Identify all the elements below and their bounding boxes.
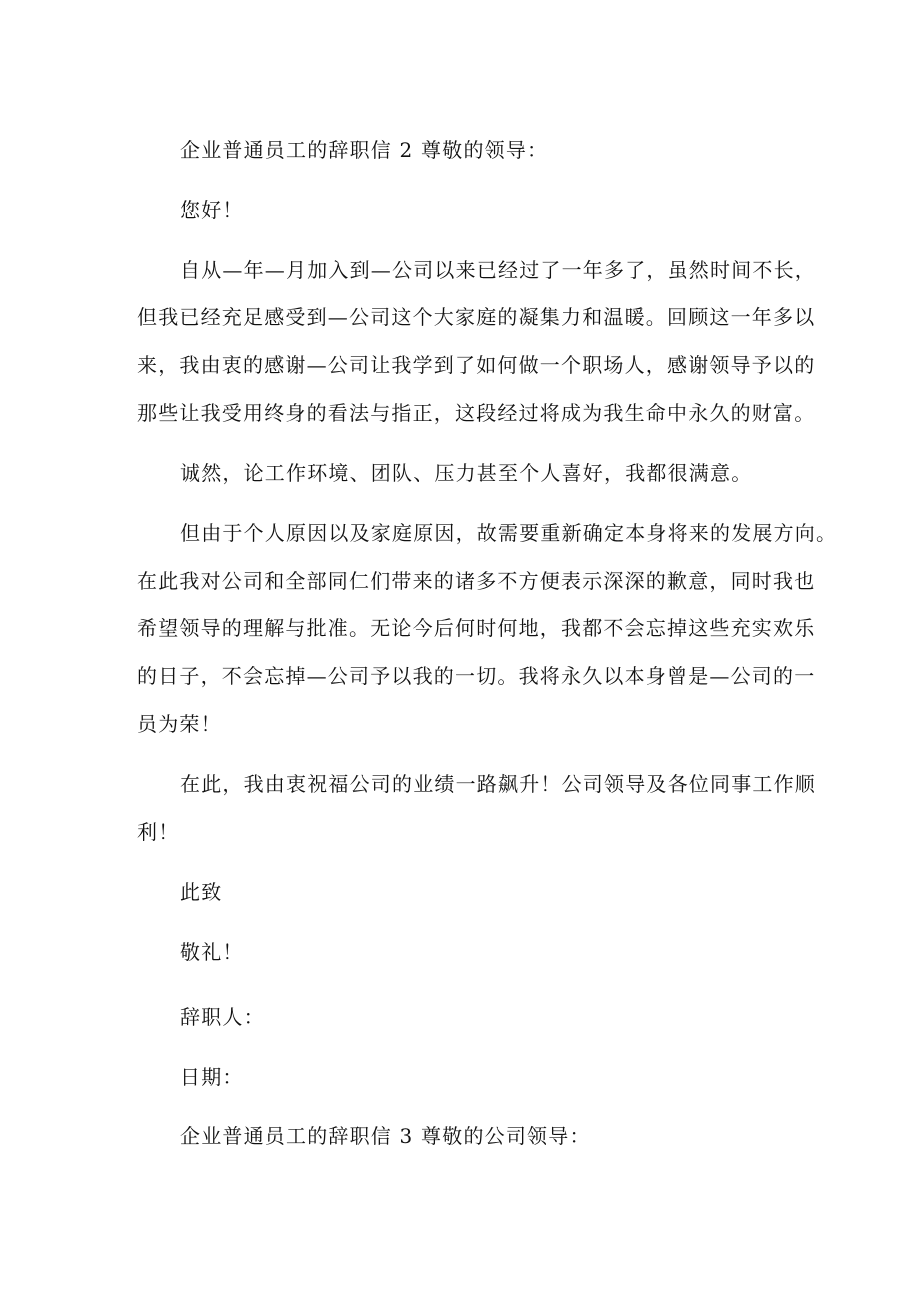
date-label: 日期： [180,1065,244,1089]
paragraph-2-line-1: 诚然，论工作环境、团队、压力甚至个人喜好，我都很满意。 [180,461,753,485]
paragraph-3-line-1: 但由于个人原因以及家庭原因，故需要重新确定本身将来的发展方向。 [180,521,838,545]
greeting: 您好！ [180,198,244,222]
letter-3-title: 企业普通员工的辞职信 3 尊敬的公司领导： [180,1124,591,1148]
paragraph-3-line-3: 希望领导的理解与批准。无论今后何时何地，我都不会忘掉这些充实欢乐 [137,616,816,640]
paragraph-4-line-1: 在此，我由衷祝福公司的业绩一路飙升！公司领导及各位同事工作顺 [180,772,816,796]
closing-line-2: 敬礼！ [180,940,244,964]
letter-2-title: 企业普通员工的辞职信 2 尊敬的领导： [180,138,549,162]
paragraph-1-line-2: 但我已经充足感受到—公司这个大家庭的凝集力和温暖。回顾这一年多以 [137,305,816,329]
paragraph-1-line-4: 那些让我受用终身的看法与指正，这段经过将成为我生命中永久的财富。 [137,401,816,425]
paragraph-1-line-3: 来，我由衷的感谢—公司让我学到了如何做一个职场人，感谢领导予以的 [137,353,816,377]
paragraph-3-line-5: 员为荣！ [137,712,222,736]
closing-line-1: 此致 [180,880,223,904]
signature-label: 辞职人： [180,1005,265,1029]
paragraph-3-line-2: 在此我对公司和全部同仁们带来的诸多不方便表示深深的歉意，同时我也 [137,569,816,593]
paragraph-3-line-4: 的日子，不会忘掉—公司予以我的一切。我将永久以本身曾是—公司的一 [137,664,816,688]
paragraph-4-line-2: 利！ [137,820,180,844]
paragraph-1-line-1: 自从—年—月加入到—公司以来已经过了一年多了，虽然时间不长， [180,258,816,282]
